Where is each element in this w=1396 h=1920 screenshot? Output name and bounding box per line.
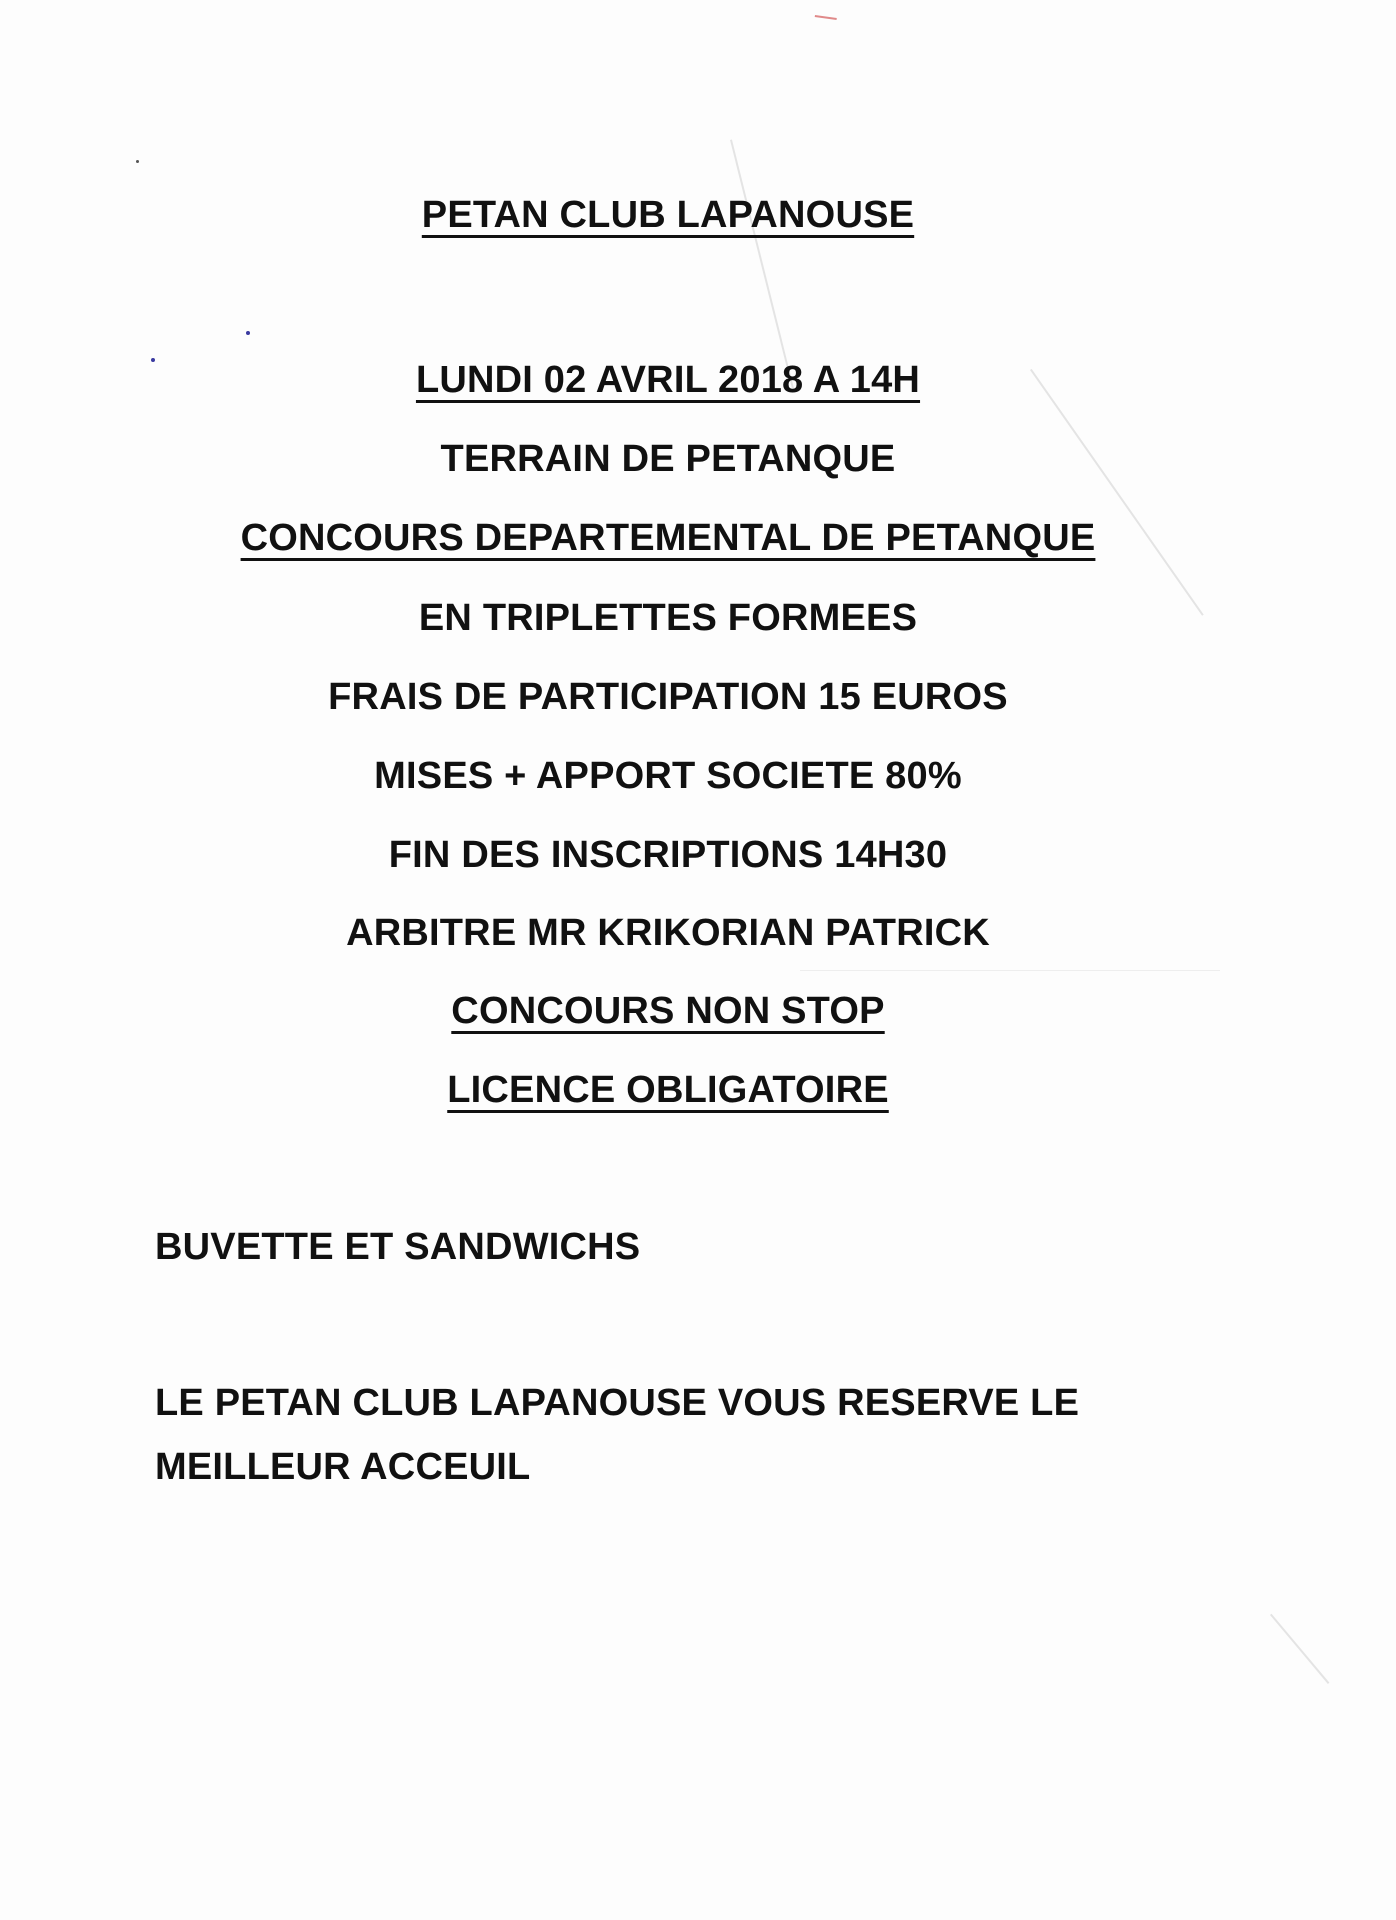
refreshments-notice: BUVETTE ET SANDWICHS — [155, 1226, 641, 1268]
welcome-line-2: MEILLEUR ACCEUIL — [155, 1446, 531, 1488]
stakes-info: MISES + APPORT SOCIETE 80% — [374, 755, 962, 797]
event-name: CONCOURS DEPARTEMENTAL DE PETANQUE — [240, 517, 1096, 559]
referee-info: ARBITRE MR KRIKORIAN PATRICK — [346, 912, 990, 954]
fold-line — [730, 140, 795, 393]
entry-fee: FRAIS DE PARTICIPATION 15 EUROS — [328, 676, 1008, 718]
license-notice: LICENCE OBLIGATOIRE — [447, 1069, 889, 1111]
fold-line — [1270, 1614, 1329, 1684]
welcome-line-1: LE PETAN CLUB LAPANOUSE VOUS RESERVE LE — [155, 1382, 1080, 1424]
fold-line — [1030, 369, 1204, 616]
scan-speck — [136, 160, 139, 163]
event-format: EN TRIPLETTES FORMEES — [418, 597, 918, 639]
non-stop-notice: CONCOURS NON STOP — [451, 990, 885, 1032]
fold-line — [800, 970, 1220, 971]
event-date: LUNDI 02 AVRIL 2018 A 14H — [415, 359, 921, 401]
registration-end: FIN DES INSCRIPTIONS 14H30 — [388, 834, 948, 876]
club-title: PETAN CLUB LAPANOUSE — [421, 194, 915, 236]
event-venue: TERRAIN DE PETANQUE — [440, 438, 896, 480]
scan-mark — [815, 15, 837, 20]
scan-speck — [246, 331, 250, 335]
